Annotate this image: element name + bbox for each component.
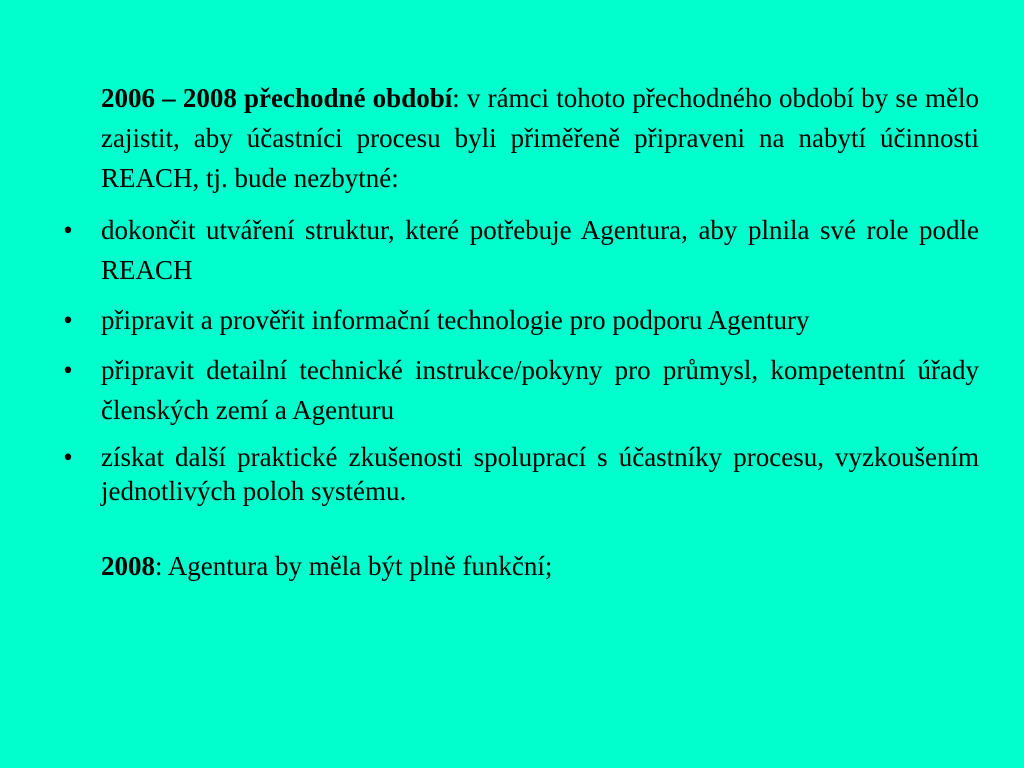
bullet-icon: •: [63, 355, 73, 385]
list-item-text: získat další praktické zkušenosti spoluprací s účastníky procesu, vyzkoušením jednotlivých poloh systému.: [101, 442, 979, 506]
bullet-icon: •: [63, 442, 73, 472]
list-item-text: dokončit utváření struktur, které potřebuje Agentura, aby plnila své role podle REACH: [101, 215, 979, 285]
bullet-icon: •: [63, 305, 73, 335]
final-heading: 2008: [101, 551, 155, 581]
list-item-text: připravit a prověřit informační technologie pro podporu Agentury: [101, 305, 810, 335]
list-item-text: připravit detailní technické instrukce/pokyny pro průmysl, kompetentní úřady členských zemí a Agenturu: [101, 355, 979, 425]
list-item: [63, 300, 979, 340]
list-item: [63, 210, 979, 290]
intro-paragraph: [101, 78, 979, 198]
intro-text: : v rámci tohoto přechodného období by se mělo zajistit, aby účastníci procesu byli přiměřeně připraveni na nabytí účinnosti REACH, tj. bude nezbytné:: [101, 83, 979, 193]
slide-content: [63, 78, 979, 586]
intro-heading: 2006 – 2008 přechodné období: [101, 83, 453, 113]
list-item: [63, 350, 979, 430]
final-text: : Agentura by měla být plně funkční;: [155, 551, 553, 581]
bullet-icon: •: [63, 215, 73, 245]
bullet-list: [63, 210, 979, 508]
list-item: [63, 440, 979, 508]
final-paragraph: [101, 546, 979, 586]
